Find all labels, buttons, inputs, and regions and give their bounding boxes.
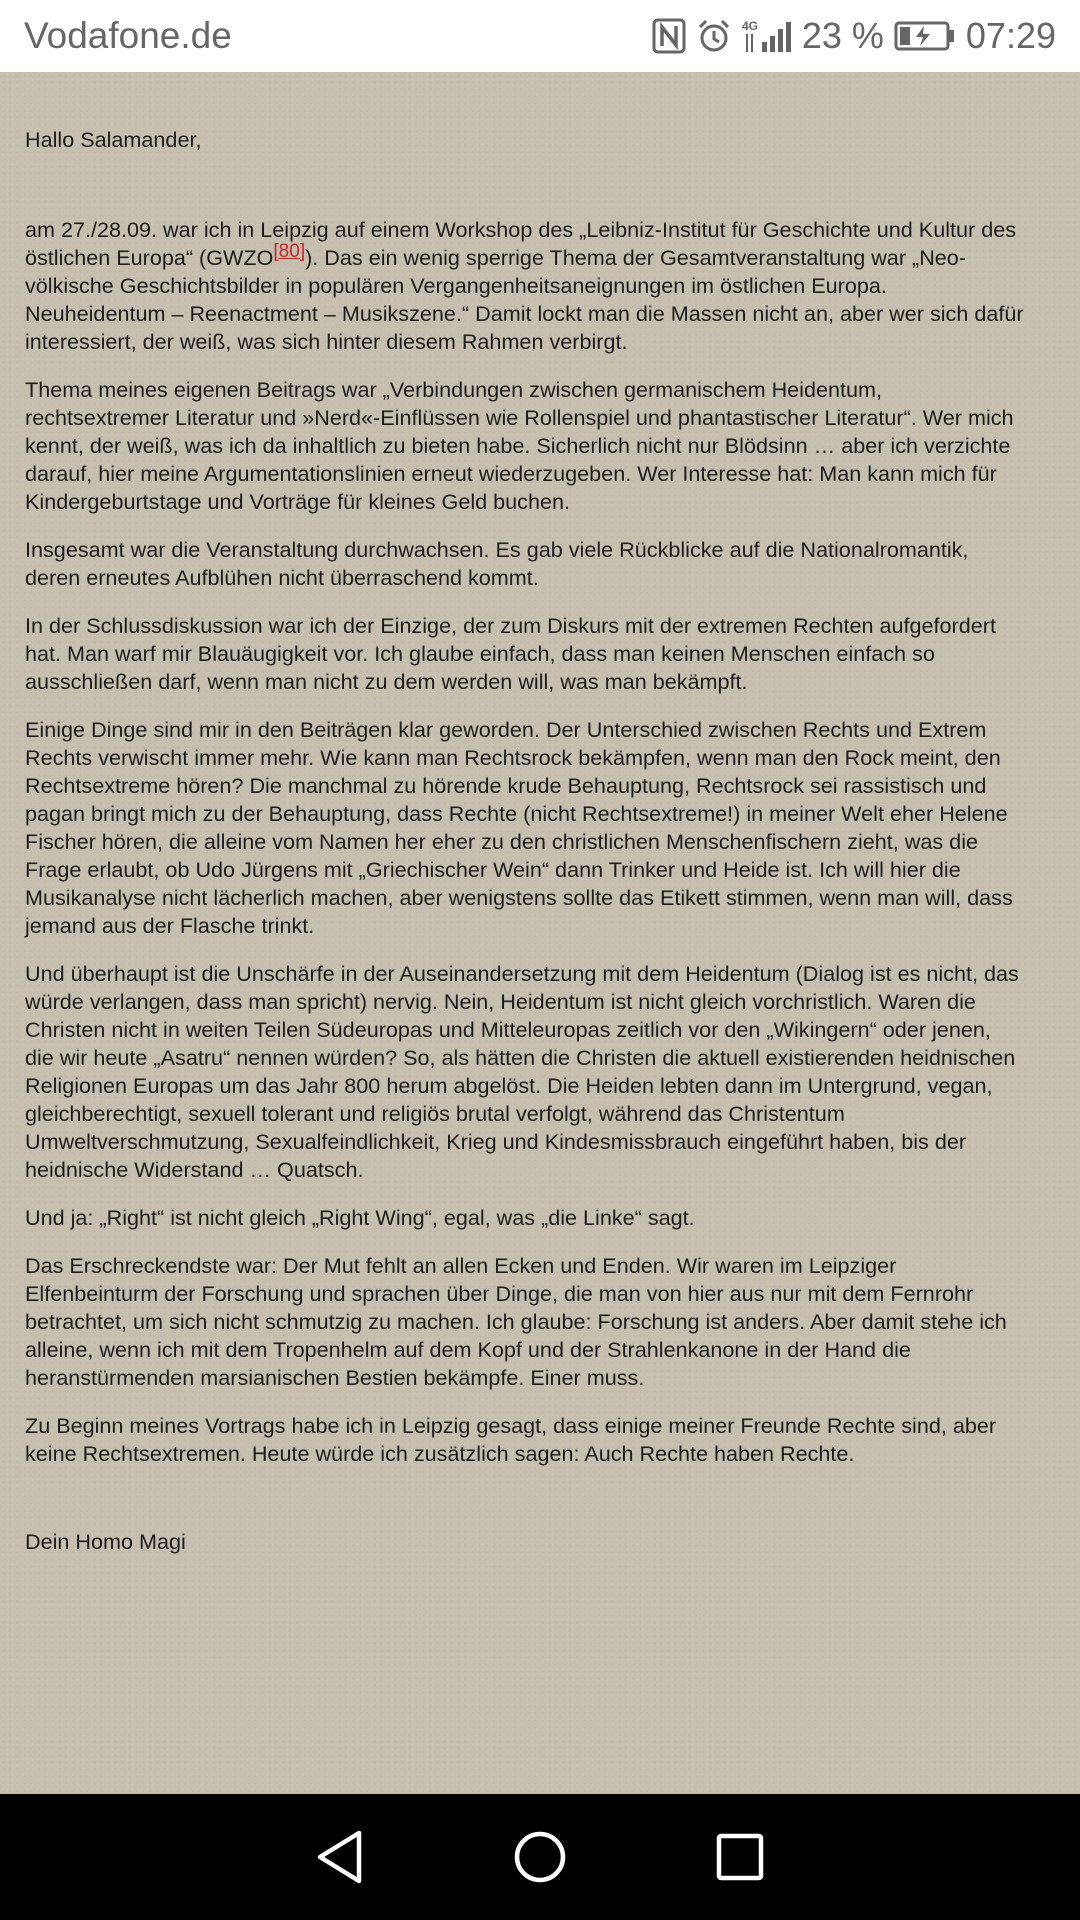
back-icon — [314, 1829, 366, 1885]
article-paragraph: In der Schlussdiskussion war ich der Einzige, der zum Diskurs mit der extremen Rechten aufgefordert hat. Man warf mir Blauäugigkeit vor. Ich glaube einfach, dass man keinen Menschen einfach so ausschließen darf, wenn man nicht zu dem werden will, was man bekämpft. — [25, 613, 996, 694]
home-button[interactable] — [510, 1827, 570, 1887]
carrier-name: Vodafone.de — [24, 15, 232, 56]
article-paragraph: Das Erschreckendste war: Der Mut fehlt an allen Ecken und Enden. Wir waren im Leipziger Elfenbeinturm der Forschung und sprachen über Dinge, die man von hier aus nur mit dem Fernrohr betrachtet, um sich nicht schmutzig zu machen. Ich glaube: Forschung ist anders. Aber damit stehe ich alleine, wenn ich mit dem Tropenhelm auf dem Kopf und der Strahlenkanone in der Hand die heranstürmenden marsianischen Bestien bekämpfe. Einer muss. — [25, 1253, 1007, 1390]
paragraph-text: ). Das ein wenig sperrige Thema der Gesamtveranstaltung war „Neo-völkische Geschichtsbilder in populären Vergangenheitsaneignungen im östlichen Europa. Neuheidentum – Reenactment – Musikszene.“ Damit lockt man die Massen nicht an, aber wer sich dafür interessiert, der weiß, was sich hinter diesem Rahmen verbirgt. — [25, 245, 1024, 354]
nfc-icon — [652, 18, 686, 54]
article-content — [0, 72, 1080, 1794]
status-icons — [652, 15, 1056, 57]
back-button[interactable] — [310, 1827, 370, 1887]
status-bar — [0, 0, 1080, 72]
article-paragraph: Einige Dinge sind mir in den Beiträgen klar geworden. Der Unterschied zwischen Rechts und Extrem Rechts verwischt immer mehr. Wie kann man Rechtsrock bekämpfen, wenn man den Rock meint, den Rechtsextreme hören? Die manchmal zu hörende krude Behauptung, Rechtsrock sei rassistisch und pagan bringt mich zu der Behauptung, dass Rechte (nicht Rechtsextreme!) in meiner Welt eher Helene Fischer hören, die alleine vom Namen her eher zu den christlichen Menschenfischern zieht, was die Frage erlaubt, ob Udo Jürgens mit „Griechischer Wein“ dann Trinker und Heide ist. Ich will hier die Musikanalyse nicht lächerlich machen, aber wenigstens sollte das Etikett stimmen, wenn man will, dass jemand aus der Flasche trinkt. — [25, 717, 1013, 938]
greeting: Hallo Salamander, — [25, 127, 202, 152]
article-paragraph: Und ja: „Right“ ist nicht gleich „Right Wing“, egal, was „die Linke“ sagt. — [25, 1205, 695, 1230]
paragraph-text: am 27./28.09. war ich in Leipzig auf einem Workshop des „Leibniz-Institut für Geschichte und Kultur des östlichen Europa“ (GWZO — [25, 217, 1017, 270]
battery-charging-icon — [894, 21, 956, 51]
recents-icon — [715, 1832, 765, 1882]
article-paragraph — [25, 216, 1025, 356]
article-paragraph: Zu Beginn meines Vortrags habe ich in Leipzig gesagt, dass einige meiner Freunde Rechte sind, aber keine Rechtsextremen. Heute würde ich zusätzlich sagen: Auch Rechte haben Rechte. — [25, 1413, 997, 1466]
signal-icon — [742, 18, 792, 54]
navigation-bar — [0, 1794, 1080, 1920]
alarm-icon — [696, 18, 732, 54]
home-icon — [513, 1830, 567, 1884]
article-paragraph: Insgesamt war die Veranstaltung durchwachsen. Es gab viele Rückblicke auf die Nationalromantik, deren erneutes Aufblühen nicht überraschend kommt. — [25, 537, 969, 590]
article-paragraph: Thema meines eigenen Beitrags war „Verbindungen zwischen germanischem Heidentum, rechtsextremer Literatur und »Nerd«-Einflüssen wie Rollenspiel und phantastischer Literatur“. Wer mich kennt, der weiß, was ich da inhaltlich zu bieten habe. Sicherlich nicht nur Blödsinn … aber ich verzichte darauf, hier meine Argumentationslinien erneut wiederzugeben. Wer Interesse hat: Man kann mich für Kindergeburtstage und Vorträge für kleines Geld buchen. — [25, 377, 1014, 514]
clock: 07:29 — [965, 15, 1056, 56]
article-paragraph: Und überhaupt ist die Unschärfe in der Auseinandersetzung mit dem Heidentum (Dialog ist es nicht, das würde verlangen, dass man spricht) nervig. Nein, Heidentum ist nicht gleich vorchristlich. Waren die Christen nicht in weiten Teilen Südeuropas und Mitteleuropas zeitlich vor den „Wikingern“ oder jenen, die wir heute „Asatru“ nennen würden? So, als hätten die Christen die aktuell existierenden heidnischen Religionen Europas um das Jahr 800 herum abgelöst. Die Heiden lebten dann im Untergrund, vegan, gleichberechtigt, sexuell tolerant und religiös brutal verfolgt, während das Christentum Umweltverschmutzung, Sexualfeindlichkeit, Krieg und Kindesmissbrauch eingeführt haben, bis der heidnische Widerstand … Quatsch. — [25, 961, 1019, 1182]
signature: Dein Homo Magi — [25, 1529, 186, 1554]
network-type: 4G — [741, 19, 758, 33]
battery-percent: 23 % — [801, 15, 884, 56]
recents-button[interactable] — [710, 1827, 770, 1887]
footnote-link[interactable]: [80] — [273, 240, 306, 262]
